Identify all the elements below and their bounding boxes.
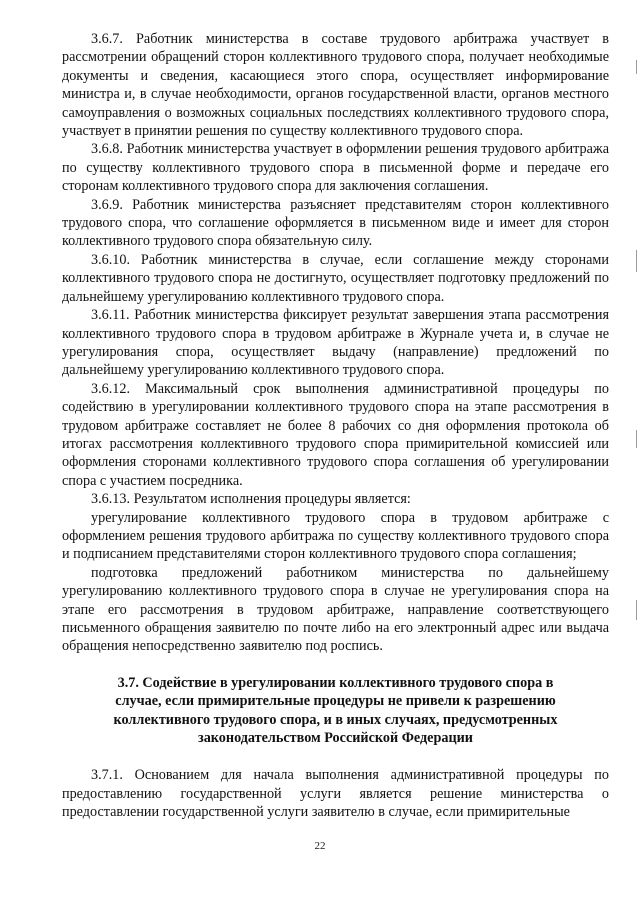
paragraph-3-6-12: 3.6.12. Максимальный срок выполнения административной процедуры по содействию в урегулировании коллективного трудового спора на этапе рассмотрения в трудовом арбитраже составляет не более 8 рабочих со дня оформления протокола об итогах рассмотрения коллективного трудового спора примирительной комиссией или оформления сторонами коллективного трудового спора соглашения об урегулировании спора с участием посредника.: [62, 380, 609, 489]
scan-edge-mark: [636, 430, 637, 448]
page-body: [62, 30, 609, 822]
result-item-settlement: урегулирование коллективного трудового спора в трудовом арбитраже с оформлением решения трудового арбитража по существу коллективного трудового спора и подписанием представителями сторон коллективного трудового спора соглашения;: [62, 509, 609, 563]
paragraph-3-6-8: 3.6.8. Работник министерства участвует в оформлении решения трудового арбитража по существу коллективного трудового спора в письменной форме и передаче его сторонам коллективного трудового спора для заключения соглашения.: [62, 141, 609, 195]
scan-edge-mark: [636, 60, 637, 74]
page-number: 22: [314, 840, 326, 852]
result-item-proposals: подготовка предложений работником министерства по дальнейшему урегулированию коллективного трудового спора в случае не урегулирования спора на этапе его рассмотрения в трудовом арбитраже, направление соответствующего письменного обращения заявителю по почте либо на его электронный адрес или выдача обращения непосредственно заявителю под роспись.: [62, 564, 609, 655]
paragraph-3-6-11: 3.6.11. Работник министерства фиксирует результат завершения этапа рассмотрения коллективного трудового спора в трудовом арбитраже в Журнале учета и, в случае не урегулирования спора, осуществляет выдачу (направление) предложений по дальнейшему урегулированию коллективного трудового спора.: [62, 307, 609, 379]
paragraph-3-6-13: 3.6.13. Результатом исполнения процедуры является:: [91, 491, 411, 508]
spacer: [62, 747, 609, 766]
paragraph-3-6-9: 3.6.9. Работник министерства разъясняет представителям сторон коллективного трудового спора, что соглашение оформляется в письменном виде и имеет для сторон коллективного трудового спора обязательную силу.: [62, 196, 609, 250]
scan-edge-mark: [636, 600, 637, 620]
section-heading-3-7: 3.7. Содействие в урегулировании коллективного трудового спора в случае, если примирительные процедуры не привели к разрешению коллективного трудового спора, и в иных случаях, предусмотренных законодательством Российской Федерации: [113, 674, 558, 747]
scan-edge-mark: [636, 250, 637, 272]
paragraph-3-6-7: 3.6.7. Работник министерства в составе трудового арбитража участвует в рассмотрении обращений сторон коллективного трудового спора, получает необходимые документы и сведения, касающиеся этого спора, осуществляет информирование министра и, в случае необходимости, органов государственной власти, органов местного самоуправления о возможных социальных последствиях коллективного трудового спора, участвует в принятии решения по существу коллективного трудового спора.: [62, 31, 609, 140]
paragraph-3-6-10: 3.6.10. Работник министерства в случае, если соглашение между сторонами коллективного трудового спора не достигнуто, осуществляет подготовку предложений по дальнейшему урегулированию коллективного трудового спора.: [62, 251, 609, 305]
paragraph-3-7-1: 3.7.1. Основанием для начала выполнения административной процедуры по предоставлению государственной услуги является решение министерства о предоставлении государственной услуги заявителю в случае, если примирительные: [62, 767, 609, 821]
spacer: [62, 656, 609, 674]
